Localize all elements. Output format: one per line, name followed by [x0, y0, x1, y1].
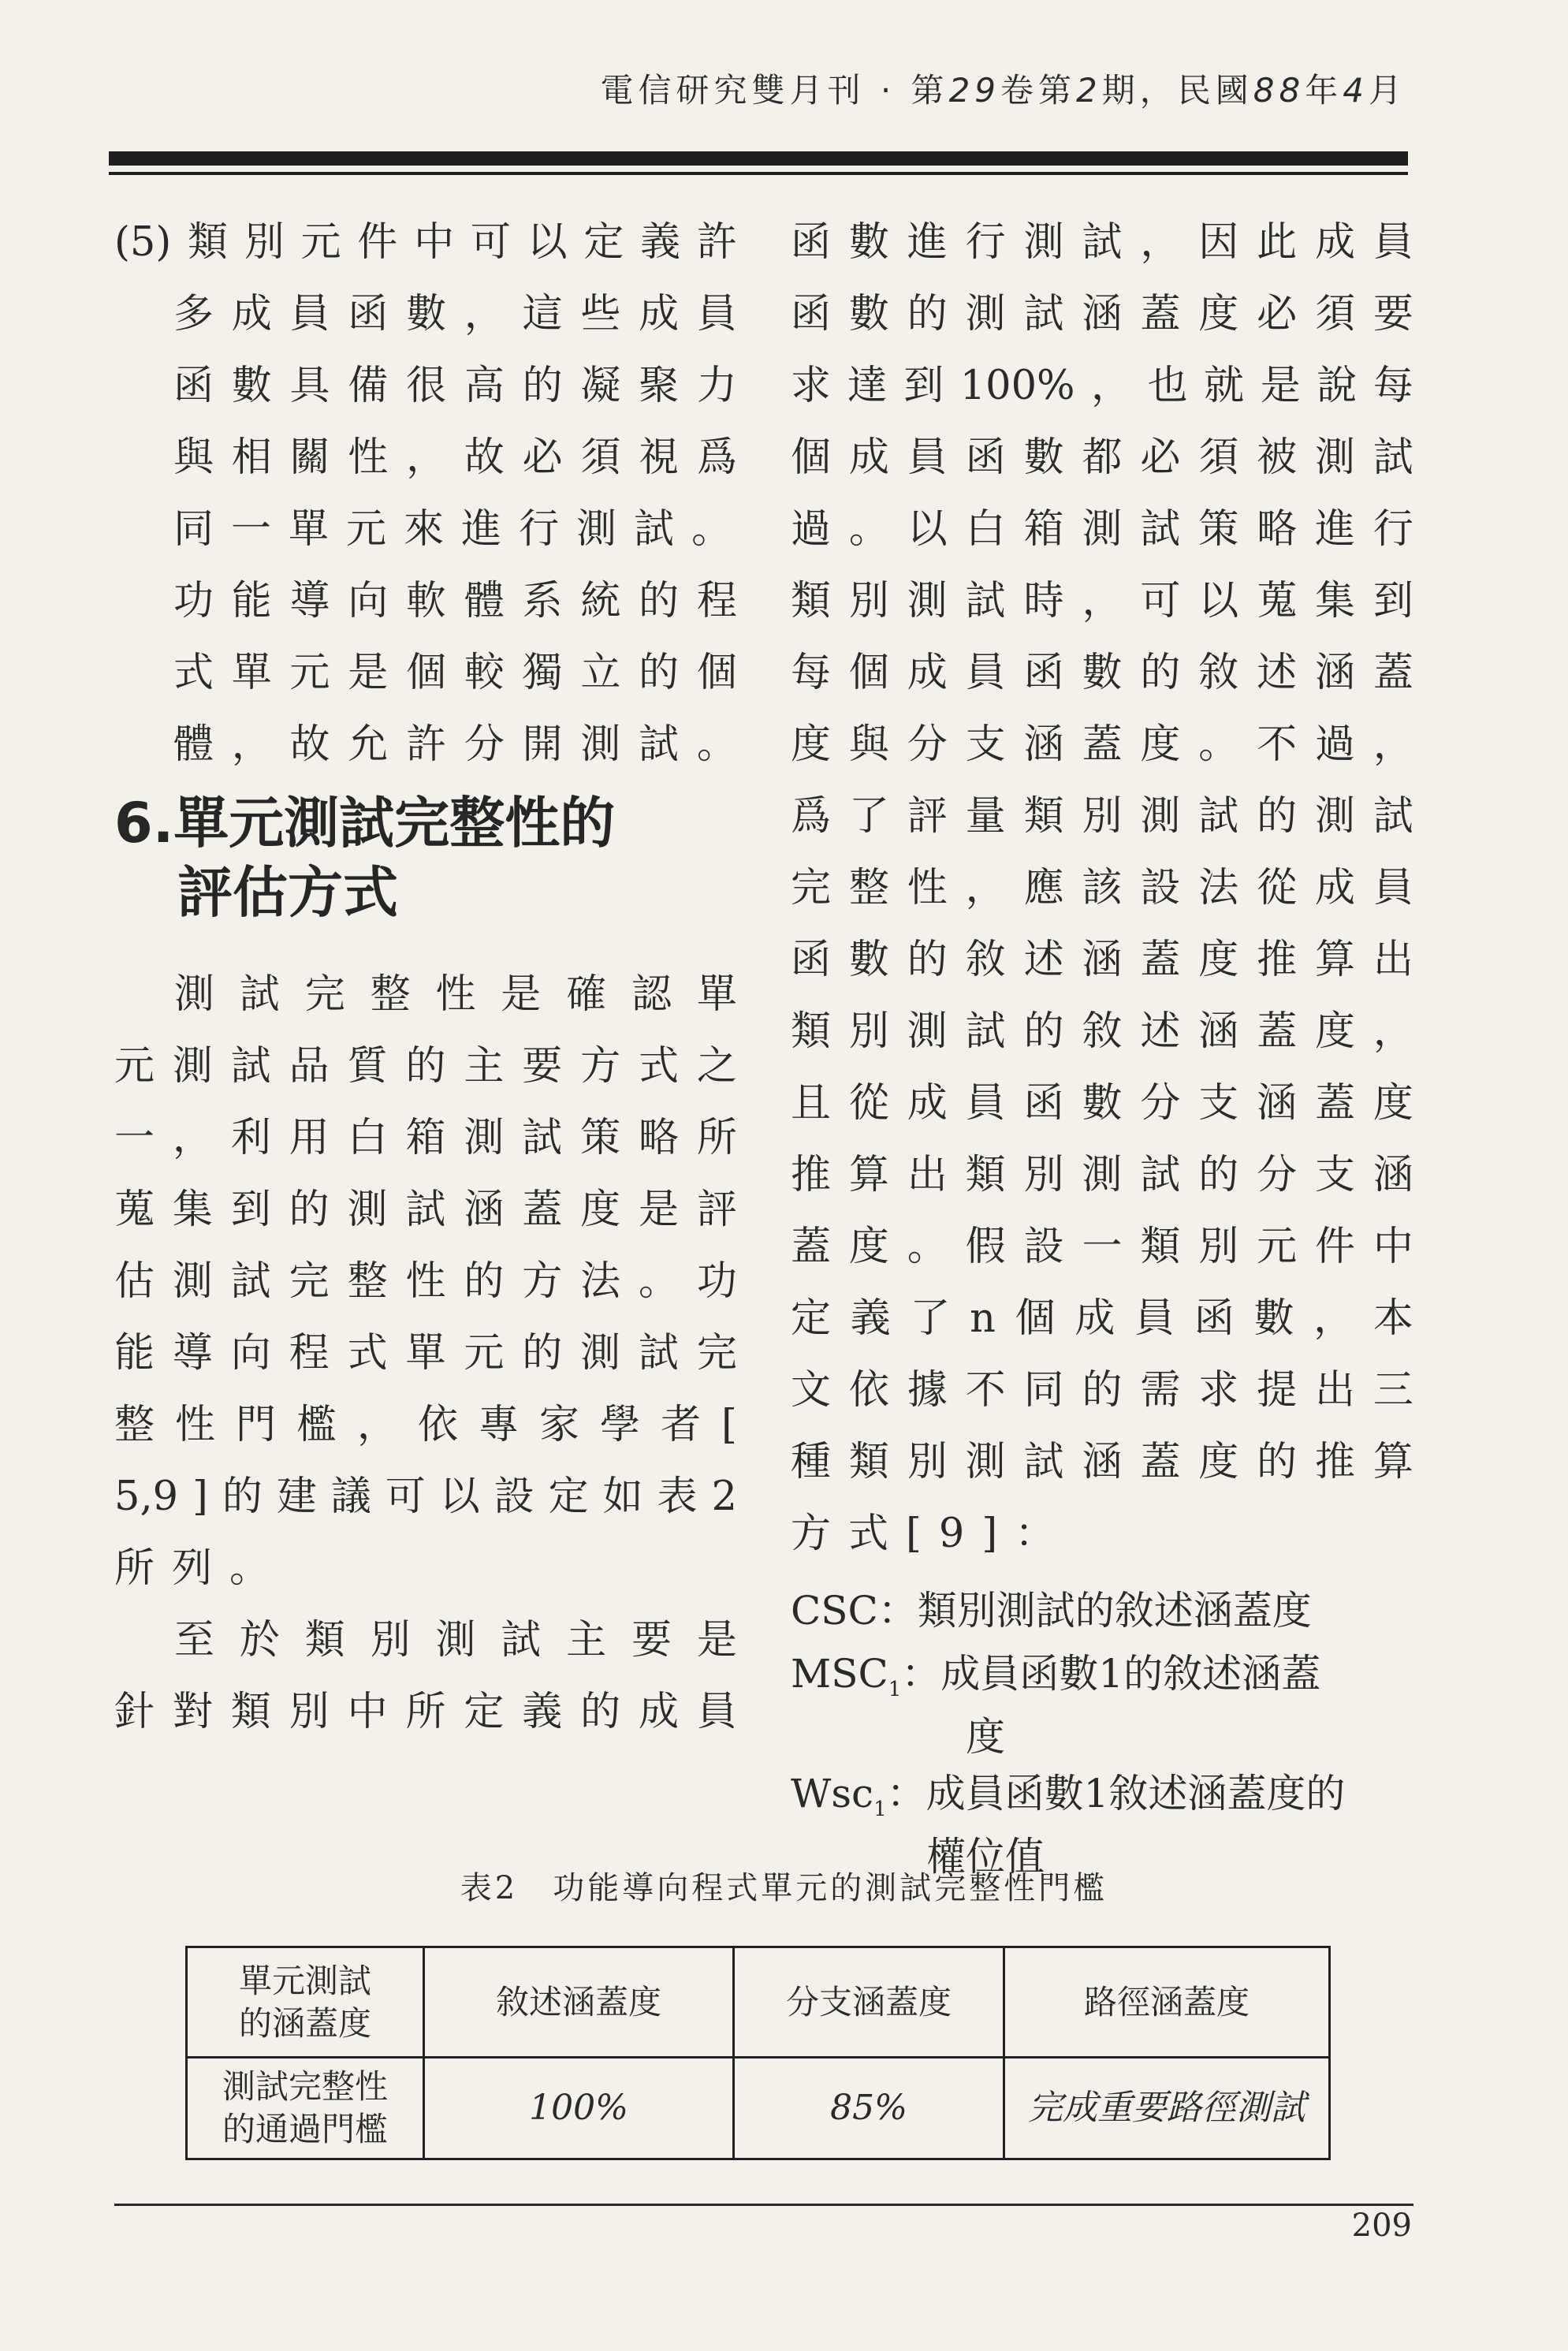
text-line: 個 成 員 函 數 都 必 須 被 測 試: [791, 434, 1413, 481]
text-line: 函 數 的 測 試 涵 蓋 度 必 須 要: [791, 291, 1413, 337]
text-line: 爲 了 評 量 類 別 測 試 的 測 試: [791, 793, 1413, 840]
text-line: 與 相 關 性 ， 故 必 須 視 爲: [173, 434, 737, 481]
definition-desc: ：成員函數1敘述涵蓋度的: [886, 1771, 1346, 1816]
section-heading-line-1: 6.單元測試完整性的: [114, 791, 616, 855]
table-row: [187, 2058, 1330, 2159]
text-line: 且 從 成 員 函 數 分 支 涵 蓋 度: [791, 1080, 1413, 1127]
text-line: 針 對 類 別 中 所 定 義 的 成 員: [114, 1689, 737, 1735]
text-line: 測 試 完 整 性 是 確 認 單: [174, 971, 737, 1018]
table-cell: 完成重要路徑測試: [1004, 2058, 1330, 2159]
definition-wsc1: [791, 1770, 1413, 1833]
text-line: 估 測 試 完 整 性 的 方 法 。 功: [114, 1258, 737, 1305]
definition-desc-cont: 度: [966, 1714, 1005, 1760]
table-header-row: [187, 1947, 1330, 2058]
year-number: 88: [1253, 71, 1305, 110]
text-line: 類 別 測 試 的 敘 述 涵 蓋 度 ，: [791, 1008, 1413, 1055]
text-line: 蓋 度 。 假 設 一 類 別 元 件 中: [791, 1224, 1413, 1270]
definition-term: CSC: [791, 1588, 878, 1634]
section-heading-line-2: 評估方式: [177, 860, 398, 925]
text-line: 同 一 單 元 來 進 行 測 試 。: [173, 506, 750, 553]
definition-list: [791, 1587, 1413, 1880]
text-line: 每 個 成 員 函 數 的 敘 述 涵 蓋: [791, 650, 1413, 696]
text-line: 推 算 出 類 別 測 試 的 分 支 涵: [791, 1152, 1413, 1198]
text-line: (5) 類 別 元 件 中 可 以 定 義 許: [114, 219, 737, 266]
text-line: 功 能 導 向 軟 體 系 統 的 程: [173, 578, 737, 624]
text-line: 元 測 試 品 質 的 主 要 方 式 之: [114, 1043, 737, 1090]
definition-csc: [791, 1587, 1413, 1650]
text-line: 函 數 具 備 很 高 的 凝 聚 力: [173, 363, 737, 409]
text-line: 求 達 到 100% ， 也 就 是 說 每: [791, 363, 1413, 409]
threshold-table: [185, 1946, 1331, 2160]
section-heading: [114, 788, 737, 927]
text-line: 函 數 的 敘 述 涵 蓋 度 推 算 出: [791, 937, 1413, 983]
text-line: 式 單 元 是 個 較 獨 立 的 個: [173, 650, 737, 696]
journal-name: 電信研究雙月刊: [600, 71, 866, 110]
footer-rule: [114, 2204, 1413, 2206]
text-line: 文 依 據 不 同 的 需 求 提 出 三: [791, 1367, 1413, 1414]
text-line: 多 成 員 函 數 ， 這 些 成 員: [173, 291, 737, 337]
table-header-cell: 分支涵蓋度: [734, 1947, 1004, 2058]
right-column: [791, 207, 1413, 1880]
running-header: 電信研究雙月刊 · 第29卷第2期，民國88年4月: [600, 71, 1406, 110]
month-number: 4: [1343, 71, 1369, 110]
volume-number: 29: [948, 71, 1001, 110]
text-line: 定 義 了 n 個 成 員 函 數 ， 本: [791, 1295, 1413, 1342]
text-line: 一 ， 利 用 白 箱 測 試 策 略 所: [114, 1115, 737, 1161]
text-line: 度 與 分 支 涵 蓋 度 。 不 過 ，: [791, 721, 1413, 768]
text-line: 方 式 [9] ：: [791, 1511, 1073, 1557]
page-number: 209: [1351, 2208, 1412, 2244]
text-line: 蒐 集 到 的 測 試 涵 蓋 度 是 評: [114, 1187, 737, 1233]
text-line: 完 整 性 ， 應 該 設 法 從 成 員: [791, 865, 1413, 911]
table-cell: 100%: [424, 2058, 734, 2159]
definition-term: $MSC_1$: [791, 1651, 902, 1701]
table-cell: 85%: [734, 2058, 1004, 2159]
text-line: 過 。 以 白 箱 測 試 策 略 進 行: [791, 506, 1413, 553]
text-line: 能 導 向 程 式 單 元 的 測 試 完: [114, 1330, 737, 1377]
text-line: 整 性 門 檻 ， 依 專 家 學 者 [: [114, 1402, 737, 1448]
text-line: 體 ， 故 允 許 分 開 測 試 。: [173, 721, 737, 768]
definition-desc: ：類別測試的敘述涵蓋度: [877, 1588, 1312, 1634]
table-header-cell: 路徑涵蓋度: [1004, 1947, 1330, 2058]
text-line: 類 別 測 試 時 ， 可 以 蒐 集 到: [791, 578, 1413, 624]
text-line: 5,9 ] 的 建 議 可 以 設 定 如 表 2: [114, 1474, 737, 1520]
left-column: [114, 207, 750, 1748]
text-line: 至 於 類 別 測 試 主 要 是: [174, 1617, 737, 1664]
definition-desc-cont: 權位值: [926, 1834, 1045, 1880]
text-line: 函 數 進 行 測 試 ， 因 此 成 員: [791, 219, 1413, 266]
definition-msc1: [791, 1650, 1413, 1713]
definition-desc: ：成員函數1的敘述涵蓋: [901, 1651, 1321, 1697]
table-row-label: 測試完整性的通過門檻: [187, 2058, 424, 2159]
text-line: 所 列 。: [114, 1545, 288, 1592]
table-header-cell: 單元測試的涵蓋度: [187, 1947, 424, 2058]
header-rule-thin: [109, 172, 1408, 175]
header-rule-thick: [109, 151, 1408, 166]
table-caption: 表2 功能導向程式單元的測試完整性門檻: [460, 1870, 1108, 1906]
issue-number: 2: [1076, 71, 1102, 110]
definition-term: Wsc$_1$: [791, 1771, 887, 1821]
table-header-cell: 敘述涵蓋度: [424, 1947, 734, 2058]
text-line: 種 類 別 測 試 涵 蓋 度 的 推 算: [791, 1439, 1413, 1485]
